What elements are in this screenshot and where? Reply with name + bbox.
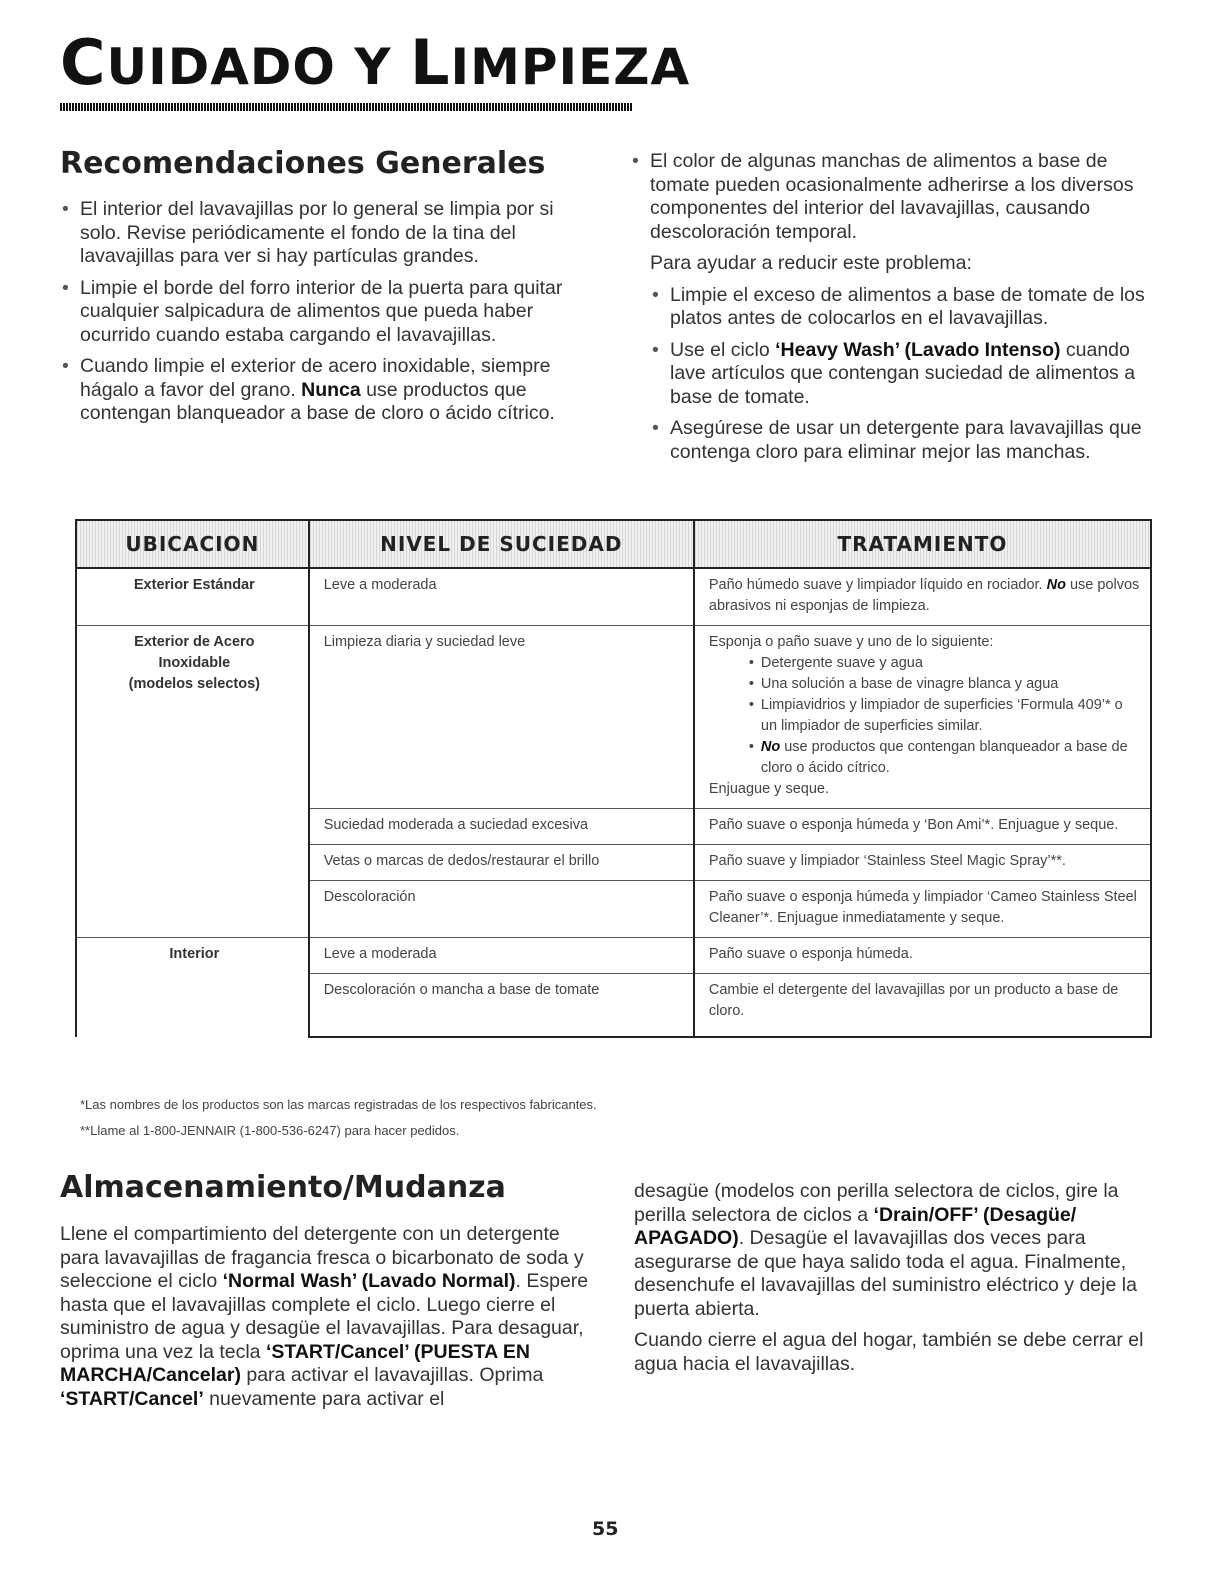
help-intro: Para ayudar a reducir este problema: (650, 252, 972, 274)
list-item: • Asegúrese de usar un detergente para lavavajillas que contenga cloro para eliminar mejor las manchas. (650, 417, 1150, 464)
storage-right-column (634, 1180, 1144, 1384)
column-header-nivel: NIVEL DE SUCIEDAD (309, 520, 694, 568)
footnote-trademarks: *Las nombres de los productos son las marcas registradas de los respectivos fabricantes. (80, 1097, 597, 1112)
cell-treatment: Paño suave o esponja húmeda y ‘Bon Ami’*. Enjuague y seque. (694, 809, 1151, 845)
cell-level: Vetas o marcas de dedos/restaurar el brillo (309, 845, 694, 881)
cell-level: Descoloración o mancha a base de tomate (309, 974, 694, 1038)
footnote-phone: **Llame al 1-800-JENNAIR (1-800-536-6247) para hacer pedidos. (80, 1123, 460, 1138)
left-column (60, 198, 595, 434)
section-heading-almacenamiento: Almacenamiento/Mudanza (60, 1170, 506, 1205)
cell-level: Suciedad moderada a suciedad excesiva (309, 809, 694, 845)
cell-location: Exterior de Acero Inoxidable (modelos selectos) (76, 626, 309, 938)
cell-level: Descoloración (309, 881, 694, 938)
cell-location: Exterior Estándar (76, 568, 309, 626)
column-header-ubicacion: UBICACION (76, 520, 309, 568)
page-number: 55 (592, 1518, 619, 1540)
column-header-tratamiento: TRATAMIENTO (694, 520, 1151, 568)
cell-treatment: Paño suave o esponja húmeda. (694, 938, 1151, 974)
list-item: • Limpie el exceso de alimentos a base de tomate de los platos antes de colocarlos en el lavavajillas. (650, 284, 1150, 331)
care-table (75, 519, 1152, 1038)
table-header-row (76, 520, 1151, 568)
cell-treatment: Cambie el detergente del lavavajillas por un producto a base de cloro. (694, 974, 1151, 1038)
title-rule (60, 103, 632, 111)
table-row (76, 938, 1151, 974)
cell-treatment: Esponja o paño suave y uno de lo siguiente: • Detergente suave y agua • Una solución a base de vinagre blanca y agua • Limpiavidrios y limpiador de superficies ‘Formula 409’* o un limpiador de superficies similar. • No use productos que contengan blanqueador a base de cloro o ácido cítrico. Enjuague y seque. (694, 626, 1151, 809)
list-item: • El interior del lavavajillas por lo general se limpia por si solo. Revise periódicamente el fondo de la tina del lavavajillas para ver si hay partículas grandes. (60, 198, 595, 269)
page-title: CUIDADO Y LIMPIEZA (60, 26, 691, 99)
storage-left-column (60, 1223, 600, 1419)
storage-paragraph: Cuando cierre el agua del hogar, también se debe cerrar el agua hacia el lavavajillas. (634, 1329, 1144, 1375)
list-item: • Use el ciclo ‘Heavy Wash’ (Lavado Intenso) cuando lave artículos que contengan suciedad de alimentos a base de tomate. (650, 339, 1150, 410)
cell-location: Interior (76, 938, 309, 1038)
table-row (76, 626, 1151, 809)
list-item: • Limpie el borde del forro interior de la puerta para quitar cualquier salpicadura de alimentos que pueda haber ocurrido cuando estaba cargando el lavavajillas. (60, 277, 595, 348)
table-row (76, 568, 1151, 626)
storage-paragraph: Llene el compartimiento del detergente con un detergente para lavavajillas de fragancia fresca o bicarbonato de soda y seleccione el ciclo ‘Normal Wash’ (Lavado Normal). Espere hasta que el lavavajillas complete el ciclo. Luego cierre el suministro de agua y desagüe el lavavajillas. Para desaguar, oprima una vez la tecla ‘START/Cancel’ (PUESTA EN MARCHA/Cancelar) para activar el lavavajillas. Oprima ‘START/Cancel’ nuevamente para activar el (60, 1223, 589, 1410)
list-item: • El color de algunas manchas de alimentos a base de tomate pueden ocasionalmente adherirse a los diversos componentes del interior del lavavajillas, causando descoloración temporal. (630, 150, 1150, 244)
right-column (630, 150, 1150, 472)
cell-level: Limpieza diaria y suciedad leve (309, 626, 694, 809)
storage-paragraph: desagüe (modelos con perilla selectora de ciclos, gire la perilla selectora de ciclos a ‘Drain/OFF’ (Desagüe/ APAGADO). Desagüe el lavavajillas dos veces para asegurarse de que haya salido toda el agua. Finalmente, desenchufe el lavavajillas del suministro eléctrico y deje la puerta abierta. (634, 1180, 1137, 1320)
cell-treatment: Paño húmedo suave y limpiador líquido en rociador. No use polvos abrasivos ni esponjas de limpieza. (694, 568, 1151, 626)
cell-treatment: Paño suave o esponja húmeda y limpiador ‘Cameo Stainless Steel Cleaner’*. Enjuague inmediatamente y seque. (694, 881, 1151, 938)
section-heading-recomendaciones: Recomendaciones Generales (60, 146, 546, 181)
list-item: • Cuando limpie el exterior de acero inoxidable, siempre hágalo a favor del grano. Nunca use productos que contengan blanqueador a base de cloro o ácido cítrico. (60, 355, 595, 426)
cell-level: Leve a moderada (309, 938, 694, 974)
cell-treatment: Paño suave y limpiador ‘Stainless Steel Magic Spray’**. (694, 845, 1151, 881)
cell-level: Leve a moderada (309, 568, 694, 626)
